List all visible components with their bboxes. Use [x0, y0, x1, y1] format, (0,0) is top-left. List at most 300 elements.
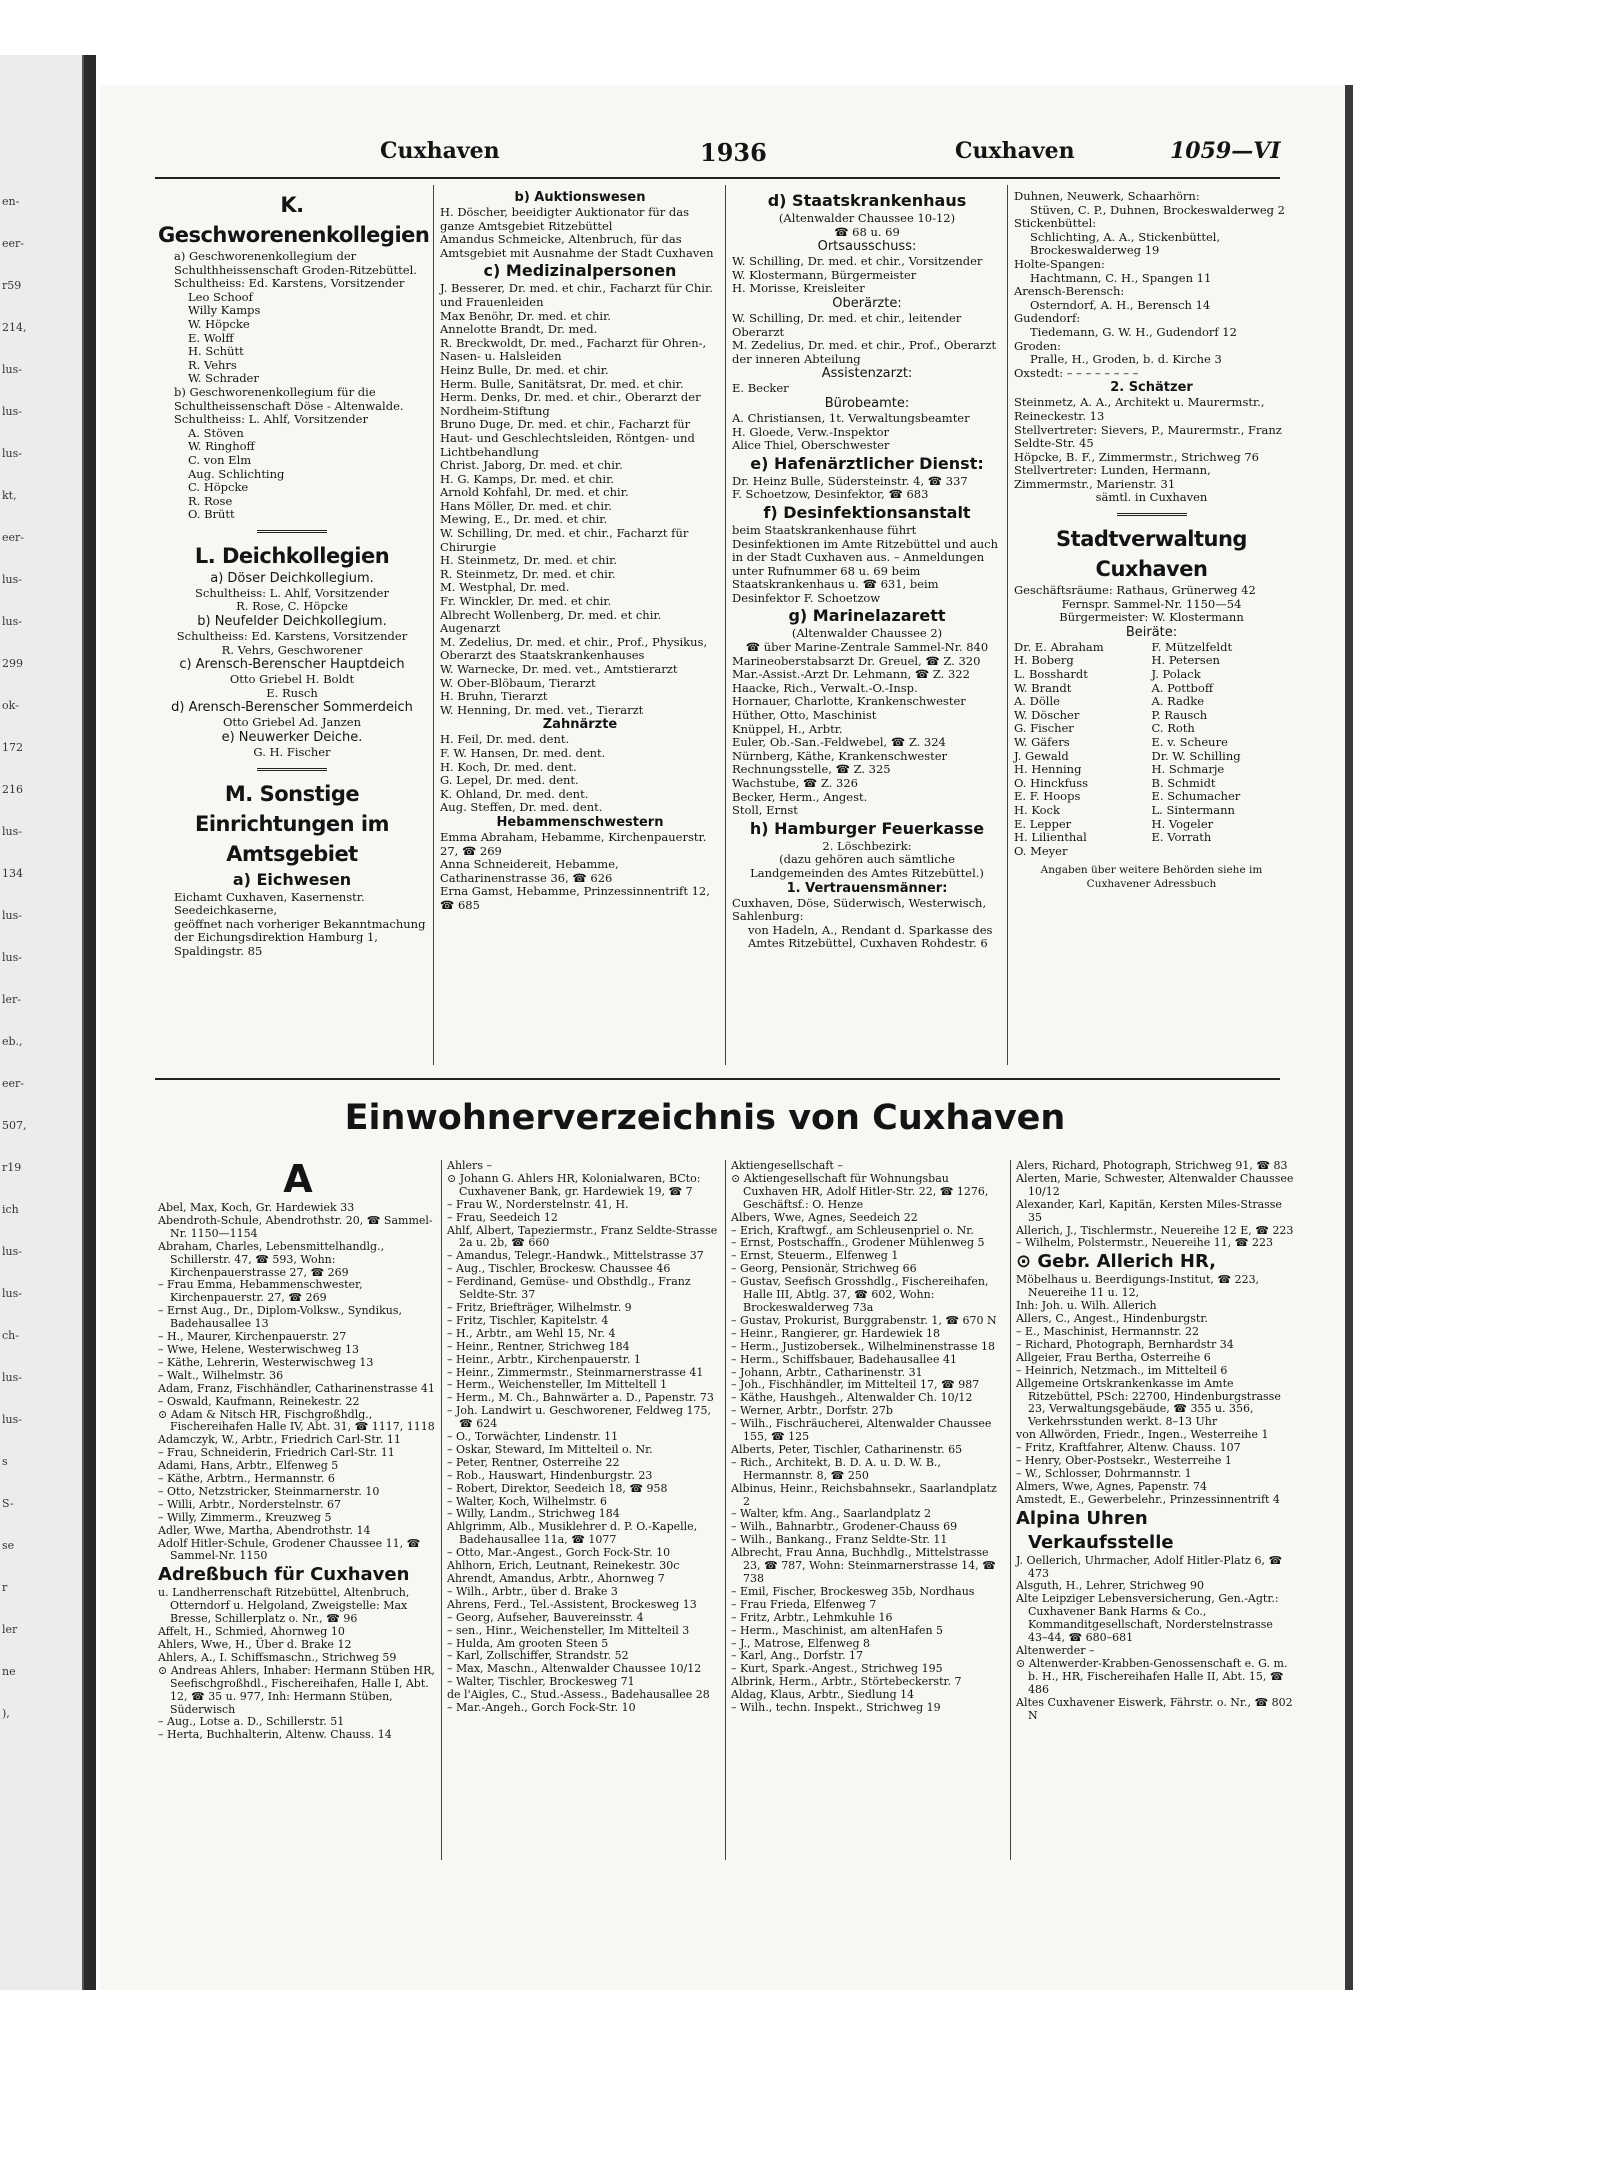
margin-fragment: eer- [2, 1077, 24, 1090]
directory-entry: – Heinr., Arbtr., Kirchenpauerstr. 1 [447, 1352, 641, 1366]
section-heading: Stadtverwaltung Cuxhaven [1056, 527, 1247, 582]
entry-line: Erna Gamst, Hebamme, Prinzessinnentrift 12, ☎ 685 [440, 884, 710, 912]
entry-line: Gudendorf: [1014, 311, 1081, 326]
entry-line: Becker, Herm., Angest. [732, 789, 868, 804]
directory-entry: – Heinr., Rentner, Strichweg 184 [447, 1339, 630, 1353]
entry-line: Tiedemann, G. W. H., Gudendorf 12 [1030, 324, 1237, 339]
entry-line: Eichamt Cuxhaven, Kasernenstr. Seedeichkaserne, [174, 889, 365, 918]
entry-line: Duhnen, Neuwerk, Schaarhörn: [1014, 189, 1200, 203]
entry-line: sämtl. in Cuxhaven [1095, 490, 1208, 505]
directory-entry: – Emil, Fischer, Brockesweg 35b, Nordhaus [731, 1584, 975, 1598]
entry-line: O. Brütt [188, 507, 235, 522]
entry-line: Pralle, H., Groden, b. d. Kirche 3 [1030, 352, 1222, 367]
entry-line: Haacke, Rich., Verwalt.-O.-Insp. [732, 680, 918, 695]
beirate-right [1152, 641, 1290, 859]
directory-entry: – Henry, Ober-Postsekr., Westerreihe 1 [1016, 1454, 1232, 1468]
entry-line: Oberärzte: [832, 295, 902, 311]
entry-line: G. Lepel, Dr. med. dent. [440, 773, 579, 788]
entry-line: Euler, Ob.-San.-Feldwebel, ☎ Z. 324 [732, 735, 946, 750]
directory-entry: – Wilh., Fischräucherei, Altenwalder Chaussee 155, ☎ 125 [731, 1417, 992, 1444]
entry-line: E. Becker [732, 381, 789, 396]
entry-line: a) Geschworenenkollegium der Schulthheissenschaft Groden-Ritzebüttel. [174, 249, 417, 277]
section-heading: e) Hafenärztlicher Dienst: [750, 453, 984, 473]
directory-entry: Adler, Wwe, Martha, Abendrothstr. 14 [158, 1523, 371, 1537]
entry-line: Steinmetz, A. A., Architekt u. Maurermstr., Reineckestr. 13 [1014, 395, 1265, 423]
entry-line: ☎ 68 u. 69 [834, 224, 900, 239]
directory-entry: ⊙ Johann G. Ahlers HR, Kolonialwaren, BCto: Cuxhavener Bank, gr. Hardewiek 19, ☎ 7 [447, 1171, 701, 1198]
directory-entry: – Kurt, Spark.-Angest., Strichweg 195 [731, 1662, 943, 1676]
directory-entry: – Frau Emma, Hebammenschwester, Kirchenpauerstr. 27, ☎ 269 [158, 1278, 363, 1305]
directory-entry: – Frau Frieda, Elfenweg 7 [731, 1597, 877, 1611]
beirat-name: W. Döscher [1014, 707, 1080, 722]
directory-entry: – Rob., Hauswart, Hindenburgstr. 23 [447, 1468, 653, 1482]
beirat-name: E. Vorrath [1151, 830, 1212, 845]
section-heading: Zahnärzte [542, 717, 618, 733]
directory-entry: – Peter, Rentner, Osterreihe 22 [447, 1455, 620, 1469]
beirat-name: F. Mützelfeldt [1151, 639, 1233, 654]
entry-line: R. Steinmetz, Dr. med. et chir. [440, 566, 616, 581]
section-heading: d) Staatskrankenhaus [767, 191, 967, 210]
entry-line: K. Ohland, Dr. med. dent. [440, 786, 589, 801]
directory-entry: – Käthe, Arbtrn., Hermannstr. 6 [158, 1472, 335, 1486]
running-header [300, 138, 1300, 178]
directory-entry: – Ferdinand, Gemüse- und Obsthdlg., Franz Seldte-Str. 37 [447, 1275, 691, 1302]
entry-line: Alice Thiel, Oberschwester [732, 438, 890, 453]
entry-line: Aug. Steffen, Dr. med. dent. [440, 800, 603, 815]
directory-entry: – Frau W., Norderstelnstr. 41, H. [447, 1197, 629, 1211]
directory-entry: Adami, Hans, Arbtr., Elfenweg 5 [158, 1459, 339, 1473]
entry-line: W. Schrader [188, 371, 259, 386]
directory-entry: – Willi, Arbtr., Norderstelnstr. 67 [158, 1497, 341, 1511]
entry-line: (Altenwalder Chaussee 10-12) [778, 211, 956, 225]
entry-line: Aug. Schlichting [188, 466, 285, 481]
directory-entry: – Richard, Photograph, Bernhardstr 34 [1016, 1337, 1234, 1351]
entry-line: Schultheiss: L. Ahlf, Vorsitzender [195, 585, 389, 600]
entry-line: Beiräte: [1125, 624, 1178, 640]
margin-fragment: 299 [2, 657, 23, 670]
directory-entry: – Heinr., Rangierer, gr. Hardewiek 18 [731, 1326, 940, 1340]
entry-line: Cuxhaven, Döse, Süderwisch, Westerwisch, Sahlenburg: [732, 895, 987, 924]
entry-line: Marineoberstabsarzt Dr. Greuel, ☎ Z. 320 [732, 653, 981, 668]
entry-line: Hachtmann, C. H., Spangen 11 [1030, 270, 1212, 285]
directory-entry: – Fritz, Arbtr., Lehmkuhle 16 [731, 1610, 893, 1624]
entry-line: Hans Möller, Dr. med. et chir. [440, 498, 612, 513]
entry-line: Leo Schoof [188, 289, 253, 304]
directory-entry: Allgeier, Frau Bertha, Osterreihe 6 [1016, 1350, 1211, 1364]
entry-line: Otto Griebel Ad. Janzen [222, 715, 362, 730]
directory-entry: – Willy, Zimmerm., Kreuzweg 5 [158, 1510, 332, 1524]
directory-entry: – Karl, Zollschiffer, Strandstr. 52 [447, 1649, 629, 1663]
directory-column-1 [158, 1156, 438, 1742]
entry-line: Knüppel, H., Arbtr. [732, 721, 843, 736]
directory-entry: Ahlers – [447, 1159, 492, 1172]
directory-entry: Aktiengesellschaft – [731, 1159, 843, 1172]
margin-fragment: ich [2, 1203, 19, 1216]
directory-entry: – Heinrich, Netzmach., im Mittelteil 6 [1016, 1363, 1228, 1377]
column-stadtverwaltung [1014, 190, 1289, 892]
entry-line: Max Benöhr, Dr. med. et chir. [440, 308, 611, 323]
directory-entry: – Wilhelm, Polstermstr., Neuereihe 11, ☎ 223 [1016, 1236, 1273, 1250]
directory-entry: Alerten, Marie, Schwester, Altenwalder Chaussee 10/12 [1016, 1171, 1294, 1198]
directory-entry: Allers, C., Angest., Hindenburgstr. [1016, 1312, 1208, 1326]
directory-entry: – Wilh., Bankang., Franz Seldte-Str. 11 [731, 1533, 948, 1547]
entry-line: Schultheiss: Ed. Karstens, Vorsitzender [176, 629, 408, 644]
directory-entry: Ahlgrimm, Alb., Musiklehrer d. P. O.-Kapelle, Badehausallee 11a, ☎ 1077 [447, 1520, 698, 1547]
directory-entry: – Max, Maschn., Altenwalder Chaussee 10/12 [447, 1662, 702, 1676]
margin-fragment: lus- [2, 1287, 22, 1300]
directory-entry: Abel, Max, Koch, Gr. Hardewiek 33 [158, 1201, 355, 1214]
margin-fragment: ler [2, 1623, 18, 1636]
beirat-name: H. Henning [1014, 762, 1082, 777]
beirat-name: W. Brandt [1014, 680, 1072, 695]
entry-line: E. Rusch [266, 685, 318, 700]
entry-line: Oxstedt: – – – – – – – – [1014, 365, 1139, 380]
directory-entry: Ahlf, Albert, Tapeziermstr., Franz Seldte-Strasse 2a u. 2b, ☎ 660 [447, 1223, 718, 1250]
beirat-name: E. Schumacher [1151, 789, 1241, 804]
directory-entry: – Walter, Koch, Wilhelmstr. 6 [447, 1494, 607, 1508]
beirat-name: H. Lilienthal [1014, 830, 1087, 845]
entry-line: e) Neuwerker Deiche. [221, 730, 363, 746]
beirat-name: H. Petersen [1151, 653, 1220, 668]
directory-entry: – Joh., Fischhändler, im Mittelteil 17, ☎ 987 [731, 1378, 980, 1392]
previous-page-edge [0, 55, 85, 1990]
directory-entry: – Herm., Maschinist, am altenHafen 5 [731, 1623, 944, 1637]
directory-entry: Ahlers, A., I. Schiffsmaschn., Strichweg 59 [158, 1650, 397, 1664]
beirat-name: P. Rausch [1151, 707, 1208, 722]
directory-entry: – E., Maschinist, Hermannstr. 22 [1016, 1324, 1200, 1338]
directory-entry: – Amandus, Telegr.-Handwk., Mittelstrasse 37 [447, 1249, 704, 1263]
column-divider [725, 185, 726, 1065]
section-heading: 2. Schätzer [1110, 380, 1193, 396]
entry-line: Ortsausschuss: [817, 239, 917, 255]
directory-entry: – Herm., Weichensteller, Im Mitteltell 1 [447, 1378, 668, 1392]
directory-entry: Altes Cuxhavener Eiswerk, Fährstr. o. Nr., ☎ 802 N [1016, 1695, 1293, 1722]
margin-fragment: 507, [2, 1119, 27, 1132]
margin-fragment: ler- [2, 993, 22, 1006]
entry-line: Rechnungsstelle, ☎ Z. 325 [732, 762, 891, 777]
column-divider [1007, 185, 1008, 1065]
directory-entry: – Georg, Aufseher, Bauvereinsstr. 4 [447, 1610, 644, 1624]
directory-entry: Alsguth, H., Lehrer, Strichweg 90 [1016, 1579, 1204, 1593]
entry-line: beim Staatskrankenhause führt Desinfektionen im Amte Ritzebüttel und auch in der Stadt Cuxhaven aus. – Anmeldungen unter Rufnummer 68 u. 69 beim Staatskrankenhaus u. ☎ 631, beim Desinfektor F. Schoetzow [732, 522, 998, 605]
entry-line: H. Gloede, Verw.-Inspektor [732, 424, 890, 439]
directory-entry: Adam, Franz, Fischhändler, Catharinenstrasse 41 [158, 1381, 435, 1395]
margin-fragment: 172 [2, 741, 23, 754]
entry-line: Bürobeamte: [824, 395, 910, 411]
beirat-name: G. Fischer [1014, 721, 1074, 736]
margin-fragment: eer- [2, 531, 24, 544]
directory-entry: – Walt., Wilhelmstr. 36 [158, 1368, 284, 1382]
directory-entry: – Erich, Kraftwgf., am Schleusenpriel o. Nr. [731, 1223, 974, 1237]
directory-entry: Inh: Joh. u. Wilh. Allerich [1016, 1299, 1157, 1313]
entry-line: J. Besserer, Dr. med. et chir., Facharzt für Chir. und Frauenleiden [440, 281, 713, 309]
entry-line: c) Arensch-Berenscher Hauptdeich [179, 657, 405, 673]
directory-entry: Alte Leipziger Lebensversicherung, Gen.-Agtr.: Cuxhavener Bank Harms & Co., Kommanditgesellschaft, Norderstelnstrasse 43–44, ☎ 680–681 [1016, 1592, 1279, 1645]
entry-line: a) Döser Deichkollegium. [210, 570, 374, 586]
directory-entry: Alpina Uhren Verkaufsstelle [1016, 1507, 1174, 1553]
beirat-name: E. v. Scheure [1151, 735, 1228, 749]
directory-entry: – Frau, Schneiderin, Friedrich Carl-Str. 11 [158, 1446, 395, 1460]
directory-entry: ⊙ Gebr. Allerich HR, [1016, 1251, 1217, 1273]
directory-entry: Möbelhaus u. Beerdigungs-Institut, ☎ 223, Neuereihe 11 u. 12, [1016, 1273, 1260, 1300]
margin-fragment: lus- [2, 363, 22, 376]
entry-line: Stickenbüttel: [1014, 216, 1097, 231]
entry-line: Stellvertreter: Sievers, P., Maurermstr., Franz Seldte-Str. 45 [1014, 422, 1282, 451]
entry-line: Holte-Spangen: [1014, 256, 1105, 271]
directory-entry: Ahlers, Wwe, H., Über d. Brake 12 [158, 1638, 352, 1651]
directory-entry: – Wilh., techn. Inspekt., Strichweg 19 [731, 1701, 941, 1715]
footnote: Angaben über weitere Behörden siehe im Cuxhavener Adressbuch [1040, 864, 1263, 890]
margin-fragment: S- [2, 1497, 14, 1510]
entry-line: R. Breckwoldt, Dr. med., Facharzt für Ohren-, Nasen- u. Halsleiden [440, 335, 707, 364]
entry-line: b) Geschworenenkollegium für die Schultheissenschaft Döse - Altenwalde. [174, 384, 404, 413]
directory-entry: Ahrendt, Amandus, Arbtr., Ahornweg 7 [447, 1572, 665, 1585]
margin-fragment: 216 [2, 783, 23, 796]
entry-line: M. Zedelius, Dr. med. et chir., Prof., Oberarzt der inneren Abteilung [732, 338, 997, 366]
scan-bottom-margin [0, 1990, 1600, 2177]
directory-entry: – Heinr., Zimmermstr., Steinmarnerstrasse 41 [447, 1365, 704, 1379]
margin-fragment: ne [2, 1665, 16, 1678]
beirat-name: H. Kock [1014, 802, 1060, 817]
directory-entry: – Herm., Schiffsbauer, Badehausallee 41 [731, 1352, 957, 1366]
directory-entry: – Werner, Arbtr., Dorfstr. 27b [731, 1404, 893, 1418]
beirat-name: J. Gewald [1014, 748, 1069, 763]
directory-entry: – Frau, Seedeich 12 [447, 1210, 558, 1224]
directory-entry: – Fritz, Briefträger, Wilhelmstr. 9 [447, 1300, 632, 1314]
directory-entry: Abraham, Charles, Lebensmittelhandlg., Schillerstr. 47, ☎ 593, Wohn: Kirchenpauerstrasse 27, ☎ 269 [158, 1239, 385, 1279]
directory-entry: – sen., Hinr., Weichensteller, Im Mittelteil 3 [447, 1623, 690, 1637]
directory-entry: – Wilh., Bahnarbtr., Grodener-Chauss 69 [731, 1520, 958, 1534]
directory-column-2 [447, 1160, 722, 1715]
margin-fragment: s [2, 1455, 8, 1468]
directory-entry: – H., Maurer, Kirchenpauerstr. 27 [158, 1330, 347, 1344]
margin-fragment: lus- [2, 909, 22, 922]
directory-entry: Albrecht, Frau Anna, Buchhdlg., Mittelstrasse 23, ☎ 787, Wohn: Steinmarnerstrasse 14, ☎ 738 [731, 1546, 996, 1585]
entry-line: Bruno Duge, Dr. med. et chir., Facharzt für Haut- und Geschlechtsleiden, Röntgen- und Lichtbehandlung [440, 417, 695, 459]
margin-fragment: 214, [2, 321, 27, 334]
margin-fragment: ok- [2, 699, 19, 712]
directory-entry: Albrink, Herm., Arbtr., Störtebeckerstr. 7 [731, 1675, 962, 1689]
directory-entry: – Walter, Tischler, Brockesweg 71 [447, 1675, 635, 1689]
directory-entry: Alexander, Karl, Kapitän, Kersten Miles-Strasse 35 [1016, 1197, 1282, 1224]
directory-entry: – Herta, Buchhalterin, Altenw. Chauss. 14 [158, 1728, 392, 1742]
entry-line: R. Vehrs [188, 357, 237, 372]
section-separator [257, 530, 327, 533]
directory-entry: – Ernst, Steuerm., Elfenweg 1 [731, 1249, 899, 1263]
directory-entry: – Herm., Justizobersek., Wilhelminenstrasse 18 [731, 1339, 995, 1353]
beirate-list [1014, 641, 1289, 859]
margin-fragment: lus- [2, 615, 22, 628]
directory-entry: – Walter, kfm. Ang., Saarlandplatz 2 [731, 1507, 932, 1521]
entry-line: Wachstube, ☎ Z. 326 [732, 776, 858, 790]
directory-entry: Adreßbuch für Cuxhaven [158, 1564, 410, 1586]
directory-title: Einwohnerverzeichnis von Cuxhaven [344, 1098, 1066, 1138]
column-divider [1010, 1160, 1011, 1860]
beirat-name: C. Roth [1151, 721, 1195, 736]
section-heading: b) Auktionswesen [514, 190, 646, 205]
column-geschworenen [158, 190, 430, 959]
entry-line: Nürnberg, Käthe, Krankenschwester [732, 748, 948, 763]
column-divider [725, 1160, 726, 1860]
directory-entry: – Käthe, Lehrerin, Westerwischweg 13 [158, 1355, 374, 1369]
directory-entry: – Herm., M. Ch., Bahnwärter a. D., Papenstr. 73 [447, 1391, 714, 1405]
entry-line: C. Höpcke [188, 480, 249, 495]
entry-line: Albrecht Wollenberg, Dr. med. et chir. Augenarzt [440, 607, 662, 636]
directory-entry: – Aug., Lotse a. D., Schillerstr. 51 [158, 1715, 345, 1729]
entry-line: Anna Schneidereit, Hebamme, Catharinenstrasse 36, ☎ 626 [440, 857, 619, 885]
section-heading: K. Geschworenenkollegien [158, 193, 430, 247]
section-heading: M. Sonstige Einrichtungen im Amtsgebiet [194, 781, 389, 866]
directory-entry: Alberts, Peter, Tischler, Catharinenstr. 65 [731, 1442, 963, 1456]
beirat-name: H. Vogeler [1151, 816, 1214, 831]
column-divider [441, 1160, 442, 1860]
entry-line: Herm. Denks, Dr. med. et chir., Oberarzt der Nordheim-Stiftung [440, 390, 701, 418]
margin-fragment: 134 [2, 867, 23, 880]
beirat-name: E. F. Hoops [1014, 789, 1081, 804]
directory-entry: – Hulda, Am grooten Steen 5 [447, 1636, 609, 1650]
margin-fragment: lus- [2, 951, 22, 964]
directory-entry: – J., Matrose, Elfenweg 8 [731, 1636, 870, 1650]
margin-fragment: lus- [2, 1371, 22, 1384]
beirat-name: A. Dölle [1014, 694, 1060, 709]
column-krankenhaus [732, 190, 1002, 951]
directory-entry: Abendroth-Schule, Abendrothstr. 20, ☎ Sammel-Nr. 1150—1154 [158, 1213, 433, 1240]
directory-entry: – Johann, Arbtr., Catharinenstr. 31 [731, 1365, 923, 1379]
entry-line: Hornauer, Charlotte, Krankenschwester [732, 694, 966, 709]
beirat-name: B. Schmidt [1151, 775, 1216, 790]
entry-line: Hüther, Otto, Maschinist [732, 708, 877, 723]
directory-entry: – Otto, Mar.-Angest., Gorch Fock-Str. 10 [447, 1546, 671, 1560]
section-heading: a) Eichwesen [232, 869, 352, 889]
directory-entry: von Allwörden, Friedr., Ingen., Westerreihe 1 [1016, 1428, 1269, 1442]
entry-line: Geschäftsräume: Rathaus, Grünerweg 42 [1014, 583, 1256, 598]
entry-line: W. Ober-Blöbaum, Tierarzt [440, 675, 596, 690]
margin-fragment: eer- [2, 237, 24, 250]
directory-column-4 [1016, 1160, 1294, 1722]
beirat-name: A. Pottboff [1151, 680, 1214, 695]
entry-line: Christ. Jaborg, Dr. med. et chir. [440, 458, 623, 473]
beirat-name: O. Hinckfuss [1014, 775, 1089, 790]
directory-entry: – Rich., Architekt, B. D. A. u. D. W. B., Hermannstr. 8, ☎ 250 [731, 1455, 941, 1482]
beirat-name: L. Bosshardt [1014, 667, 1088, 682]
margin-fragment: lus- [2, 1413, 22, 1426]
header-rule [155, 177, 1280, 179]
entry-line: H. Schütt [188, 344, 244, 359]
margin-fragment: r59 [2, 279, 22, 292]
directory-entry: Aldag, Klaus, Arbtr., Siedlung 14 [731, 1688, 915, 1702]
entry-line: Mewing, E., Dr. med. et chir. [440, 512, 608, 527]
margin-fragment: r19 [2, 1161, 22, 1174]
directory-entry: Adamczyk, W., Arbtr., Friedrich Carl-Str. 11 [158, 1433, 401, 1447]
section-heading: f) Desinfektionsanstalt [763, 502, 971, 522]
entry-line: C. von Elm [188, 452, 252, 467]
entry-line: Schlichting, A. A., Stickenbüttel, Brockeswalderweg 19 [1030, 229, 1221, 258]
directory-entry: – Wwe, Helene, Westerwischweg 13 [158, 1342, 359, 1356]
entry-line: W. Ringhoff [188, 439, 255, 454]
entry-line: H. Koch, Dr. med. dent. [440, 759, 577, 774]
directory-entry: – Gustav, Seefisch Grosshdlg., Fischereihafen, Halle III, Abtlg. 37, ☎ 602, Wohn: Brockeswalderweg 73a [731, 1275, 989, 1314]
section-heading: 1. Vertrauensmänner: [786, 880, 948, 896]
entry-line: W. Höpcke [188, 316, 250, 331]
entry-line: Heinz Bulle, Dr. med. et chir. [440, 362, 609, 377]
margin-fragment: lus- [2, 825, 22, 838]
entry-line: Höpcke, B. F., Zimmermstr., Strichweg 76 [1014, 449, 1259, 464]
directory-entry: Amstedt, E., Gewerbelehr., Prinzessinnentrift 4 [1016, 1492, 1280, 1506]
directory-entry: – H., Arbtr., am Wehl 15, Nr. 4 [447, 1326, 616, 1340]
entry-line: H. Bruhn, Tierarzt [440, 689, 548, 704]
beirat-name: H. Schmarje [1151, 762, 1225, 777]
directory-entry: – Gustav, Prokurist, Burggrabenstr. 1, ☎ 670 N [731, 1313, 997, 1327]
section-heading: g) Marinelazarett [788, 606, 946, 626]
entry-line: G. H. Fischer [253, 745, 331, 760]
beirat-name: O. Meyer [1014, 843, 1068, 858]
entry-line: Fr. Winckler, Dr. med. et chir. [440, 594, 612, 609]
section-heading: h) Hamburger Feuerkasse [749, 818, 985, 838]
margin-fragment: lus- [2, 405, 22, 418]
directory-entry: – W., Schlosser, Dohrmannstr. 1 [1016, 1466, 1192, 1480]
header-left: Cuxhaven [380, 138, 500, 164]
directory-entry: – Robert, Direktor, Seedeich 18, ☎ 958 [447, 1481, 668, 1495]
directory-entry: Almers, Wwe, Agnes, Papenstr. 74 [1016, 1479, 1207, 1493]
entry-line: R. Vehrs, Geschworener [221, 642, 363, 657]
directory-entry: – Wilh., Arbtr., über d. Brake 3 [447, 1584, 618, 1598]
directory-entry: Altenwerder – [1016, 1644, 1095, 1657]
directory-entry: – Käthe, Haushgeh., Altenwalder Ch. 10/12 [731, 1391, 973, 1405]
directory-entry: – Fritz, Kraftfahrer, Altenw. Chauss. 107 [1016, 1441, 1241, 1455]
entry-line: M. Westphal, Dr. med. [440, 580, 570, 595]
directory-entry: – Karl, Ang., Dorfstr. 17 [731, 1649, 863, 1663]
entry-line: Bürgermeister: W. Klostermann [1059, 610, 1244, 625]
entry-line: W. Schilling, Dr. med. et chir., Vorsitzender [732, 254, 983, 269]
margin-fragment: r [2, 1581, 8, 1594]
entry-line: R. Rose, C. Höpcke [236, 599, 348, 614]
entry-line: W. Henning, Dr. med. vet., Tierarzt [440, 702, 644, 717]
entry-line: R. Rose [188, 493, 233, 508]
entry-line: Dr. Heinz Bulle, Südersteinstr. 4, ☎ 337 [732, 473, 968, 488]
directory-entry: – Georg, Pensionär, Strichweg 66 [731, 1262, 917, 1276]
entry-line: Herm. Bulle, Sanitätsrat, Dr. med. et chir. [440, 376, 684, 391]
directory-entry: – Oskar, Steward, Im Mittelteil o. Nr. [447, 1442, 653, 1456]
margin-fragment: kt, [2, 489, 17, 502]
directory-entry: – O., Torwächter, Lindenstr. 11 [447, 1430, 619, 1444]
directory-entry: Adolf Hitler-Schule, Grodener Chaussee 11, ☎ Sammel-Nr. 1150 [158, 1536, 421, 1563]
directory-entry: – Joh. Landwirt u. Geschworener, Feldweg 175, ☎ 624 [447, 1404, 711, 1431]
directory-entry: Ahrens, Ferd., Tel.-Assistent, Brockesweg 13 [447, 1597, 697, 1611]
directory-entry: – Aug., Tischler, Brockesw. Chaussee 46 [447, 1262, 671, 1276]
header-page-number: 1059—VI [1170, 138, 1281, 164]
entry-line: Otto Griebel H. Boldt [229, 672, 355, 687]
entry-line: geöffnet nach vorheriger Bekanntmachung der Eichungsdirektion Hamburg 1, Spaldingstr. 85 [174, 916, 426, 958]
directory-entry: ⊙ Andreas Ahlers, Inhaber: Hermann Stüben HR, Seefischgroßhdl., Fischereihafen, Halle I, Abt. 12, ☎ 35 u. 977, Inh: Hermann Stüben, Süderwisch [158, 1663, 435, 1716]
entry-line: W. Schilling, Dr. med. et chir., leitender Oberarzt [732, 310, 962, 339]
header-year: 1936 [700, 138, 767, 167]
entry-line: H. Döscher, beeidigter Auktionator für das ganze Amtsgebiet Ritzebüttel [440, 205, 690, 233]
directory-entry: – Fritz, Tischler, Kapitelstr. 4 [447, 1313, 609, 1327]
entry-line: W. Klostermann, Bürgermeister [732, 267, 917, 282]
entry-line: H. Feil, Dr. med. dent. [440, 732, 570, 747]
margin-fragment: en- [2, 195, 20, 208]
directory-entry: Ahlhorn, Erich, Leutnant, Reinekestr. 30c [447, 1559, 680, 1573]
margin-fragment: lus- [2, 447, 22, 460]
entry-line: W. Schilling, Dr. med. et chir., Facharzt für Chirurgie [440, 526, 689, 554]
entry-line: d) Arensch-Berenscher Sommerdeich [171, 700, 413, 716]
entry-line: W. Warnecke, Dr. med. vet., Amtstierarzt [440, 662, 678, 676]
entry-line: Schultheiss: L. Ahlf, Vorsitzender [174, 412, 368, 427]
directory-entry: – Ernst Aug., Dr., Diplom-Volksw., Syndikus, Badehausallee 13 [158, 1304, 402, 1331]
entry-line: Osterndorf, A. H., Berensch 14 [1030, 297, 1211, 312]
entry-line: Stoll, Ernst [732, 803, 798, 818]
directory-entry: – Mar.-Angeh., Gorch Fock-Str. 10 [447, 1701, 636, 1715]
